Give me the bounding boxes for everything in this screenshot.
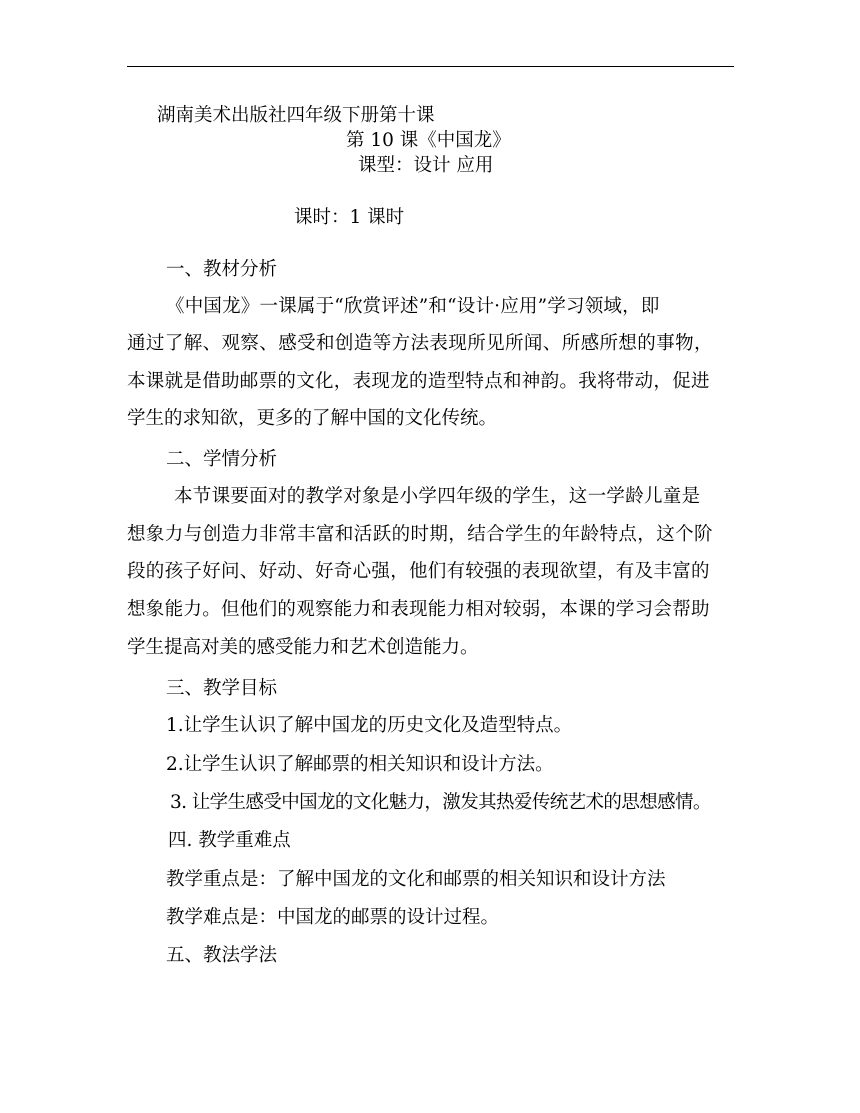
lesson-title: 第 10 课《中国龙》 xyxy=(346,130,511,151)
paragraph-line: 学生提高对美的感受能力和艺术创造能力。 xyxy=(127,637,479,658)
paragraph-line: 段的孩子好问、好动、好奇心强，他们有较强的表现欲望，有及丰富的 xyxy=(127,561,710,582)
section-heading: 二、学情分析 xyxy=(166,449,278,470)
list-item: 2.让学生认识了解邮票的相关知识和设计方法。 xyxy=(166,754,554,775)
paragraph-line: 本节课要面对的教学对象是小学四年级的学生，这一学龄儿童是 xyxy=(174,486,701,507)
list-item: 3. 让学生感受中国龙的文化魅力，激发其热爱传统艺术的思想感情。 xyxy=(170,792,711,813)
header-rule xyxy=(127,66,734,67)
paragraph-line: 教学难点是：中国龙的邮票的设计过程。 xyxy=(166,907,500,928)
section-heading: 三、教学目标 xyxy=(166,678,278,699)
section-heading: 一、教材分析 xyxy=(166,259,278,280)
section-heading: 五、教法学法 xyxy=(166,945,278,966)
paragraph-line: 《中国龙》一课属于“欣赏评述”和“设计·应用”学习领域，即 xyxy=(166,296,660,317)
class-hours: 课时：1 课时 xyxy=(294,207,405,228)
paragraph-line: 本课就是借助邮票的文化，表现龙的造型特点和神韵。我将带动，促进 xyxy=(127,371,710,392)
paragraph-line: 学生的求知欲，更多的了解中国的文化传统。 xyxy=(127,408,498,429)
lesson-type: 课型：设计 应用 xyxy=(358,155,494,176)
paragraph-line: 教学重点是：了解中国龙的文化和邮票的相关知识和设计方法 xyxy=(166,869,666,890)
section-heading: 四. 教学重难点 xyxy=(168,830,291,851)
publisher-line: 湖南美术出版社四年级下册第十课 xyxy=(157,105,435,126)
paragraph-line: 通过了解、观察、感受和创造等方法表现所见所闻、所感所想的事物， xyxy=(127,333,713,354)
list-item: 1.让学生认识了解中国龙的历史文化及造型特点。 xyxy=(166,715,573,736)
paragraph-line: 想象能力。但他们的观察能力和表现能力相对较弱，本课的学习会帮助 xyxy=(127,599,710,620)
paragraph-line: 想象力与创造力非常丰富和活跃的时期，结合学生的年龄特点，这个阶 xyxy=(127,524,713,545)
